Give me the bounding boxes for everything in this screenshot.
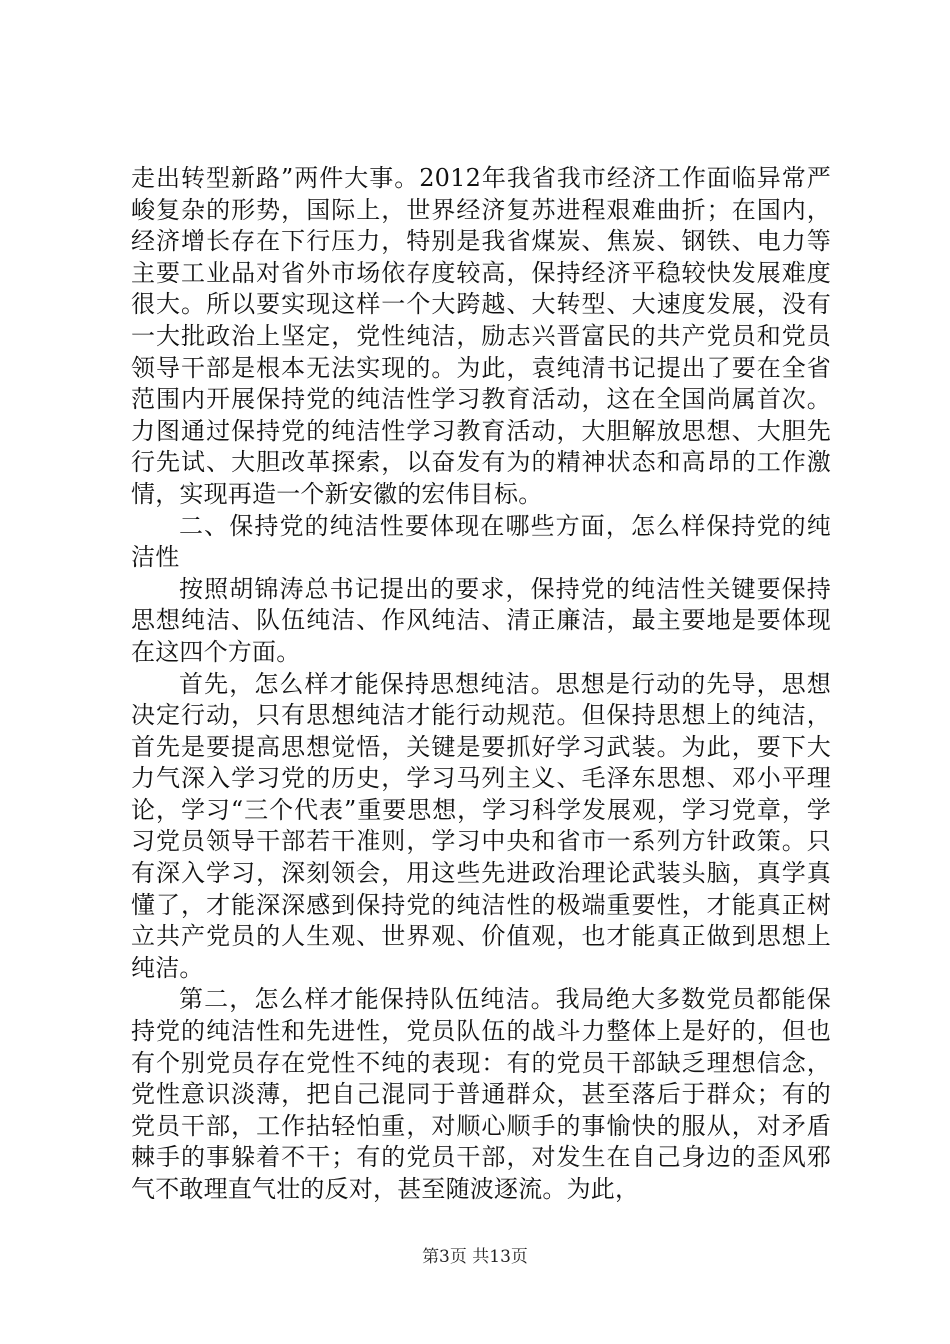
paragraph-5: 第二，怎么样才能保持队伍纯洁。我局绝大多数党员都能保持党的纯洁性和先进性，党员队伍的战斗力整体上是好的，但也有个别党员存在党性不纯的表现：有的党员干部缺乏理想信念，党性意识淡薄，把自己混同于普通群众，甚至落后于群众；有的党员干部，工作拈轻怕重，对顺心顺手的事愉快的服从，对矛盾棘手的事躲着不干；有的党员干部，对发生在自己身边的歪风邪气不敢理直气壮的反对，甚至随波逐流。为此， <box>131 985 831 1203</box>
paragraph-2-section-heading: 二、保持党的纯洁性要体现在哪些方面，怎么样保持党的纯洁性 <box>131 511 831 572</box>
paragraph-4: 首先，怎么样才能保持思想纯洁。思想是行动的先导，思想决定行动，只有思想纯洁才能行动规范。但保持思想上的纯洁，首先是要提高思想觉悟，关键是要抓好学习武装。为此，要下大力气深入学习党的历史，学习马列主义、毛泽东思想、邓小平理论，学习“三个代表”重要思想，学习科学发展观，学习党章，学习党员领导干部若干准则，学习中央和省市一系列方针政策。只有深入学习，深刻领会，用这些先进政治理论武装头脑，真学真懂了，才能深深感到保持党的纯洁性的极端重要性，才能真正树立共产党员的人生观、世界观、价值观，也才能真正做到思想上纯洁。 <box>131 669 831 982</box>
paragraph-1: 走出转型新路”两件大事。2012年我省我市经济工作面临异常严峻复杂的形势，国际上，世界经济复苏进程艰难曲折；在国内，经济增长存在下行压力，特别是我省煤炭、焦炭、钢铁、电力等主要工业品对省外市场依存度较高，保持经济平稳较快发展难度很大。所以要实现这样一个大跨越、大转型、大速度发展，没有一大批政治上坚定，党性纯洁，励志兴晋富民的共产党员和党员领导干部是根本无法实现的。为此，袁纯清书记提出了要在全省范围内开展保持党的纯洁性学习教育活动，这在全国尚属首次。力图通过保持党的纯洁性学习教育活动，大胆解放思想、大胆先行先试、大胆改革探索，以奋发有为的精神状态和高昂的工作激情，实现再造一个新安徽的宏伟目标。 <box>131 164 831 508</box>
document-body <box>131 163 831 1206</box>
page-number-footer: 第3页 共13页 <box>422 1247 528 1267</box>
paragraph-3: 按照胡锦涛总书记提出的要求，保持党的纯洁性关键要保持思想纯洁、队伍纯洁、作风纯洁、清正廉洁，最主要地是要体现在这四个方面。 <box>131 574 831 666</box>
